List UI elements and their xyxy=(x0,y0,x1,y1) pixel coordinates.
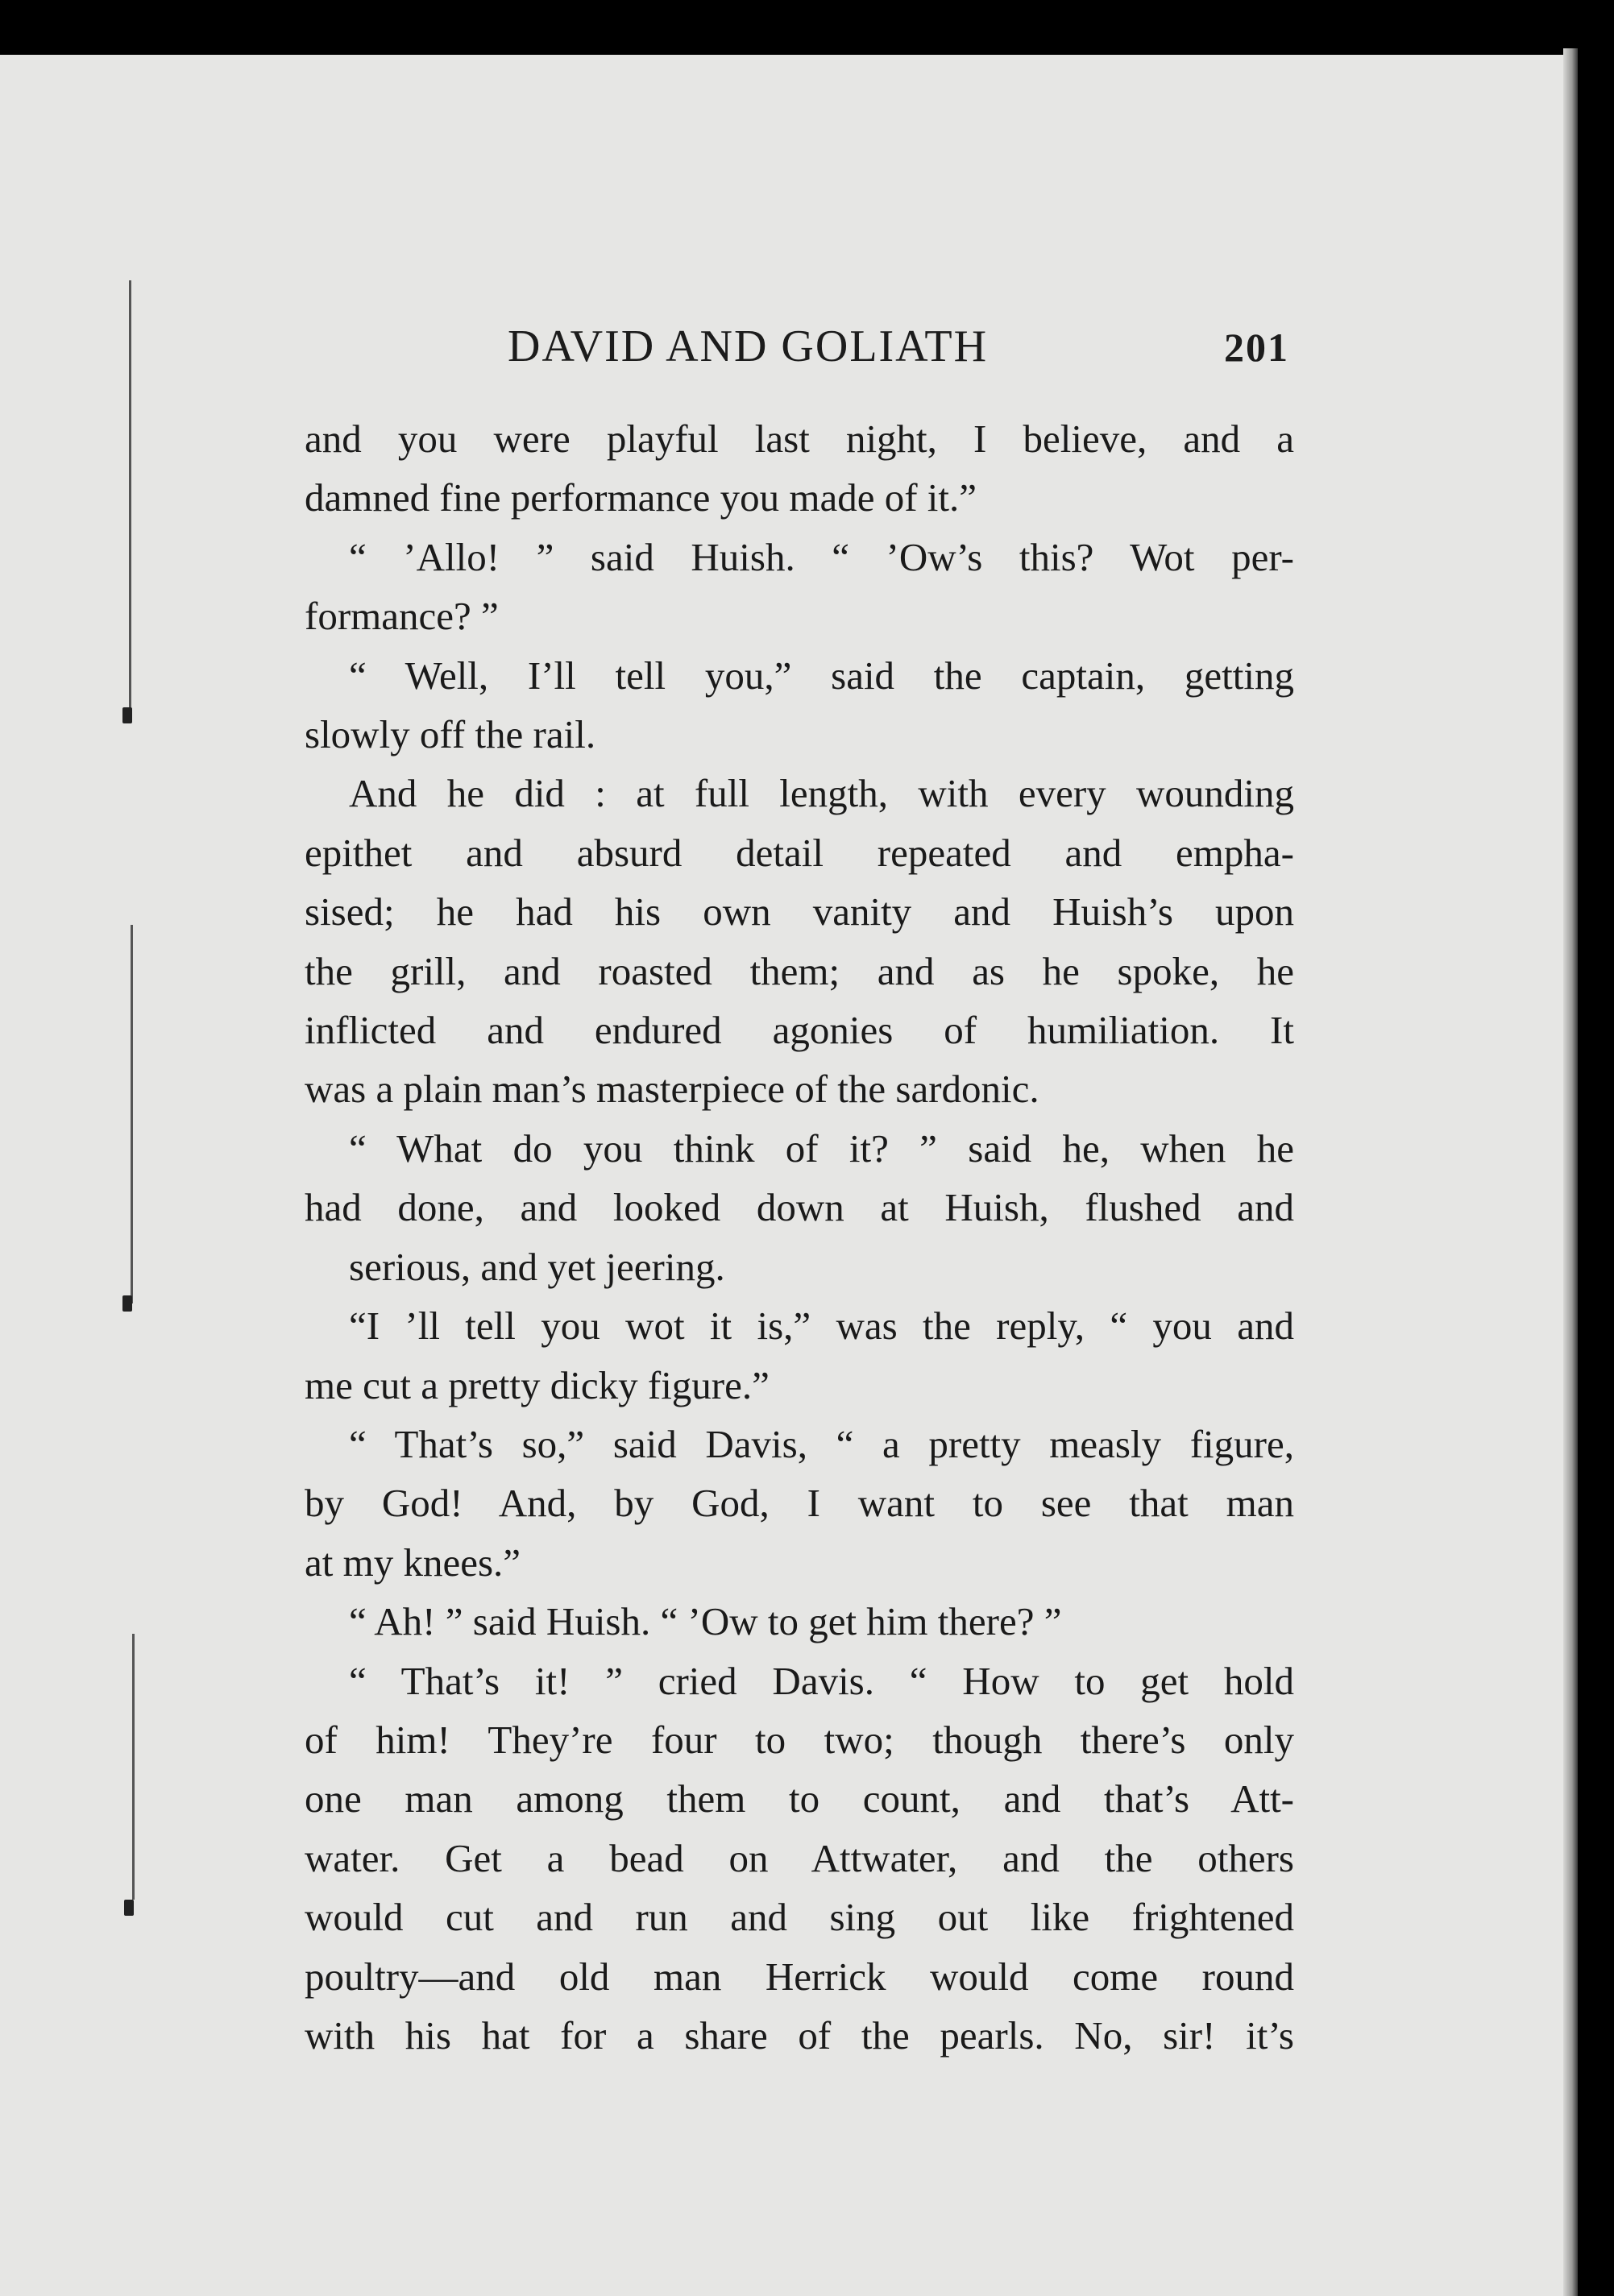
gutter-mark xyxy=(131,925,133,1303)
page-edge xyxy=(1563,48,1578,2296)
page-number: 201 xyxy=(1224,325,1289,370)
text-line: was a plain man’s masterpiece of the sardonic. xyxy=(305,1067,1039,1112)
text-line: had done, and looked down at Huish, flushed and xyxy=(305,1185,1294,1230)
text-line: with his hat for a share of the pearls. No, sir! it’s xyxy=(305,2012,1294,2058)
text-line: me cut a pretty dicky figure.” xyxy=(305,1362,770,1407)
text-line: “I ’ll tell you wot it is,” was the reply, “ you and xyxy=(349,1303,1294,1349)
gutter-tick xyxy=(122,1295,132,1312)
text-line: and you were playful last night, I believe, and a xyxy=(305,417,1294,461)
text-line: water. Get a bead on Attwater, and the others xyxy=(305,1835,1294,1880)
text-line: sised; he had his own vanity and Huish’s upon xyxy=(305,889,1294,935)
text-line: “ That’s so,” said Davis, “ a pretty measly figure, xyxy=(349,1421,1294,1466)
gutter-tick xyxy=(124,1900,134,1916)
text-line: of him! They’re four to two; though there’s only xyxy=(305,1717,1294,1762)
gutter-tick xyxy=(122,707,132,723)
text-line: “ Well, I’ll tell you,” said the captain, getting xyxy=(349,653,1294,698)
text-line: slowly off the rail. xyxy=(305,712,596,757)
page-header xyxy=(306,321,1289,385)
text-line: inflicted and endured agonies of humiliation. It xyxy=(305,1008,1294,1053)
text-line: And he did : at full length, with every wounding xyxy=(349,771,1294,816)
text-line: the grill, and roasted them; and as he spoke, he xyxy=(305,948,1294,993)
text-line: serious, and yet jeering. xyxy=(349,1244,725,1289)
text-line: damned fine performance you made of it.” xyxy=(305,475,977,520)
text-line: “ That’s it! ” cried Davis. “ How to get hold xyxy=(349,1658,1294,1703)
text-line: formance? ” xyxy=(305,594,499,639)
text-line: poultry—and old man Herrick would come round xyxy=(305,1954,1294,1999)
text-line: “ ’Allo! ” said Huish. “ ’Ow’s this? Wot per- xyxy=(349,534,1294,579)
body-text xyxy=(305,409,1294,2065)
running-title: DAVID AND GOLIATH xyxy=(508,321,989,371)
text-line: would cut and run and sing out like frightened xyxy=(305,1895,1294,1940)
gutter-mark xyxy=(129,280,131,715)
text-line: by God! And, by God, I want to see that man xyxy=(305,1481,1294,1526)
text-line: at my knees.” xyxy=(305,1540,521,1585)
text-line: one man among them to count, and that’s Att- xyxy=(305,1776,1294,1821)
book-page xyxy=(0,55,1578,2296)
text-line: “ What do you think of it? ” said he, when he xyxy=(349,1125,1294,1171)
text-line: epithet and absurd detail repeated and empha- xyxy=(305,830,1294,875)
text-line: “ Ah! ” said Huish. “ ’Ow to get him there? ” xyxy=(349,1599,1062,1644)
gutter-mark xyxy=(132,1634,135,1900)
